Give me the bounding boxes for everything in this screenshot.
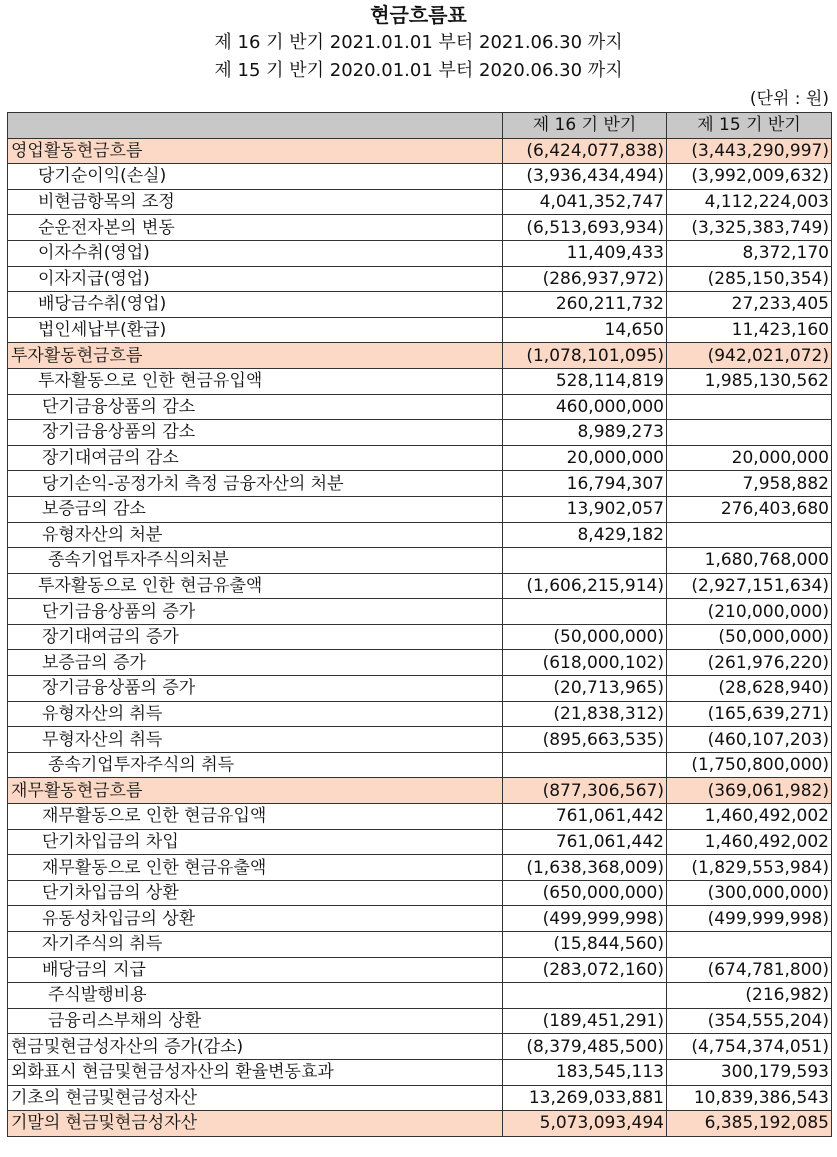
row-label: 주식발행비용 [8, 983, 503, 1009]
table-row [8, 471, 832, 497]
row-current-value: (618,000,102) [503, 650, 667, 676]
row-label: 종속기업투자주식의처분 [8, 548, 503, 574]
table-row [8, 164, 832, 190]
row-prior-value: (1,829,553,984) [667, 855, 832, 881]
row-prior-value: (28,628,940) [667, 676, 832, 702]
row-label: 보증금의 증가 [8, 650, 503, 676]
row-prior-value: 300,179,593 [667, 1059, 832, 1085]
table-row [8, 983, 832, 1009]
cash-flow-table [7, 112, 832, 1137]
row-prior-value: (216,982) [667, 983, 832, 1009]
row-current-value: (283,072,160) [503, 957, 667, 983]
row-label: 장기대여금의 증가 [8, 624, 503, 650]
row-prior-value: 276,403,680 [667, 496, 832, 522]
table-row [8, 240, 832, 266]
row-current-value: 5,073,093,494 [503, 1111, 667, 1137]
row-current-value: (877,306,567) [503, 778, 667, 804]
row-prior-value: 1,985,130,562 [667, 368, 832, 394]
table-row [8, 573, 832, 599]
row-label: 유형자산의 처분 [8, 522, 503, 548]
row-current-value: (6,424,077,838) [503, 138, 667, 164]
table-row [8, 829, 832, 855]
row-current-value: 460,000,000 [503, 394, 667, 420]
row-label: 당기손익-공정가치 측정 금융자산의 처분 [8, 471, 503, 497]
row-prior-value: (3,443,290,997) [667, 138, 832, 164]
row-label: 이자수취(영업) [8, 240, 503, 266]
row-label: 기초의 현금및현금성자산 [8, 1085, 503, 1111]
row-prior-value: (3,325,383,749) [667, 215, 832, 241]
row-prior-value: 7,958,882 [667, 471, 832, 497]
row-current-value: 14,650 [503, 317, 667, 343]
row-current-value [503, 983, 667, 1009]
row-label: 장기금융상품의 증가 [8, 676, 503, 702]
row-label: 외화표시 현금및현금성자산의 환율변동효과 [8, 1059, 503, 1085]
row-current-value: 16,794,307 [503, 471, 667, 497]
table-row [8, 752, 832, 778]
table-row [8, 138, 832, 164]
row-label: 투자활동현금흐름 [8, 343, 503, 369]
row-label: 배당금수취(영업) [8, 292, 503, 318]
row-prior-value: (942,021,072) [667, 343, 832, 369]
row-current-value: (1,638,368,009) [503, 855, 667, 881]
row-prior-value: (674,781,800) [667, 957, 832, 983]
row-prior-value [667, 522, 832, 548]
table-row [8, 932, 832, 958]
header-label-column [8, 113, 503, 139]
statement-title: 현금흐름표 [370, 3, 467, 27]
table-row [8, 1059, 832, 1085]
row-label: 장기금융상품의 감소 [8, 420, 503, 446]
row-label: 단기금융상품의 감소 [8, 394, 503, 420]
row-label: 기말의 현금및현금성자산 [8, 1111, 503, 1137]
row-label: 비현금항목의 조정 [8, 189, 503, 215]
row-label: 법인세납부(환급) [8, 317, 503, 343]
row-current-value: (15,844,560) [503, 932, 667, 958]
table-row [8, 496, 832, 522]
row-current-value [503, 548, 667, 574]
row-label: 이자지급(영업) [8, 266, 503, 292]
row-current-value: (20,713,965) [503, 676, 667, 702]
table-row [8, 522, 832, 548]
row-current-value: 8,989,273 [503, 420, 667, 446]
row-prior-value: 20,000,000 [667, 445, 832, 471]
row-current-value: (1,078,101,095) [503, 343, 667, 369]
header-prior-period: 제 15 기 반기 [667, 113, 832, 139]
row-current-value: (21,838,312) [503, 701, 667, 727]
row-current-value: (50,000,000) [503, 624, 667, 650]
row-label: 배당금의 지급 [8, 957, 503, 983]
table-row [8, 1034, 832, 1060]
row-current-value [503, 752, 667, 778]
row-prior-value: (354,555,204) [667, 1008, 832, 1034]
table-row [8, 599, 832, 625]
table-row [8, 701, 832, 727]
row-current-value: (6,513,693,934) [503, 215, 667, 241]
row-current-value: (189,451,291) [503, 1008, 667, 1034]
row-label: 단기금융상품의 증가 [8, 599, 503, 625]
table-row [8, 804, 832, 830]
table-row [8, 343, 832, 369]
row-current-value: 8,429,182 [503, 522, 667, 548]
row-prior-value: (4,754,374,051) [667, 1034, 832, 1060]
row-label: 단기차입금의 상환 [8, 880, 503, 906]
table-body [8, 138, 832, 1136]
row-current-value [503, 599, 667, 625]
row-current-value: 13,269,033,881 [503, 1085, 667, 1111]
row-prior-value: (369,061,982) [667, 778, 832, 804]
row-label: 무형자산의 취득 [8, 727, 503, 753]
table-row [8, 1085, 832, 1111]
table-row [8, 727, 832, 753]
row-current-value: (895,663,535) [503, 727, 667, 753]
row-prior-value: (1,750,800,000) [667, 752, 832, 778]
row-current-value: 20,000,000 [503, 445, 667, 471]
row-label: 순운전자본의 변동 [8, 215, 503, 241]
row-label: 금융리스부채의 상환 [8, 1008, 503, 1034]
table-row [8, 880, 832, 906]
row-current-value: 761,061,442 [503, 829, 667, 855]
row-current-value: 260,211,732 [503, 292, 667, 318]
row-prior-value: (50,000,000) [667, 624, 832, 650]
row-current-value: (650,000,000) [503, 880, 667, 906]
period-prior: 제 15 기 반기 2020.01.01 부터 2020.06.30 까지 [214, 60, 623, 81]
unit-label: (단위 : 원) [749, 89, 829, 109]
row-current-value: 761,061,442 [503, 804, 667, 830]
row-label: 자기주식의 취득 [8, 932, 503, 958]
row-label: 보증금의 감소 [8, 496, 503, 522]
row-prior-value: (165,639,271) [667, 701, 832, 727]
row-prior-value: 1,680,768,000 [667, 548, 832, 574]
row-label: 현금및현금성자산의 증가(감소) [8, 1034, 503, 1060]
table-row [8, 189, 832, 215]
table-row [8, 1111, 832, 1137]
table-row [8, 855, 832, 881]
row-prior-value: (261,976,220) [667, 650, 832, 676]
row-prior-value: (210,000,000) [667, 599, 832, 625]
row-label: 유동성차입금의 상환 [8, 906, 503, 932]
table-row [8, 317, 832, 343]
row-prior-value: 1,460,492,002 [667, 829, 832, 855]
row-current-value: (8,379,485,500) [503, 1034, 667, 1060]
row-label: 재무활동현금흐름 [8, 778, 503, 804]
row-prior-value: 10,839,386,543 [667, 1085, 832, 1111]
table-row [8, 1008, 832, 1034]
table-row [8, 676, 832, 702]
row-prior-value: 1,460,492,002 [667, 804, 832, 830]
row-prior-value: 8,372,170 [667, 240, 832, 266]
row-current-value: (499,999,998) [503, 906, 667, 932]
row-current-value: (1,606,215,914) [503, 573, 667, 599]
row-label: 재무활동으로 인한 현금유출액 [8, 855, 503, 881]
row-current-value: 13,902,057 [503, 496, 667, 522]
row-label: 단기차입금의 차입 [8, 829, 503, 855]
row-prior-value: 4,112,224,003 [667, 189, 832, 215]
row-current-value: 183,545,113 [503, 1059, 667, 1085]
table-row [8, 292, 832, 318]
row-prior-value: (2,927,151,634) [667, 573, 832, 599]
row-label: 투자활동으로 인한 현금유입액 [8, 368, 503, 394]
row-prior-value: (285,150,354) [667, 266, 832, 292]
table-row [8, 266, 832, 292]
period-current: 제 16 기 반기 2021.01.01 부터 2021.06.30 까지 [214, 32, 623, 53]
row-current-value: 4,041,352,747 [503, 189, 667, 215]
row-current-value: (286,937,972) [503, 266, 667, 292]
row-label: 투자활동으로 인한 현금유출액 [8, 573, 503, 599]
table-row [8, 778, 832, 804]
row-prior-value: (300,000,000) [667, 880, 832, 906]
table-row [8, 394, 832, 420]
table-row [8, 445, 832, 471]
row-prior-value: (3,992,009,632) [667, 164, 832, 190]
table-row [8, 368, 832, 394]
table-row [8, 548, 832, 574]
row-prior-value: (499,999,998) [667, 906, 832, 932]
table-row [8, 624, 832, 650]
row-prior-value: 6,385,192,085 [667, 1111, 832, 1137]
row-label: 장기대여금의 감소 [8, 445, 503, 471]
row-prior-value [667, 420, 832, 446]
row-label: 당기순이익(손실) [8, 164, 503, 190]
row-label: 재무활동으로 인한 현금유입액 [8, 804, 503, 830]
table-header-row [8, 113, 832, 139]
row-label: 종속기업투자주식의 취득 [8, 752, 503, 778]
row-label: 영업활동현금흐름 [8, 138, 503, 164]
row-current-value: 11,409,433 [503, 240, 667, 266]
row-current-value: 528,114,819 [503, 368, 667, 394]
row-label: 유형자산의 취득 [8, 701, 503, 727]
row-prior-value [667, 394, 832, 420]
table-row [8, 420, 832, 446]
table-row [8, 215, 832, 241]
row-current-value: (3,936,434,494) [503, 164, 667, 190]
header-current-period: 제 16 기 반기 [503, 113, 667, 139]
row-prior-value: 27,233,405 [667, 292, 832, 318]
row-prior-value: (460,107,203) [667, 727, 832, 753]
table-row [8, 906, 832, 932]
row-prior-value: 11,423,160 [667, 317, 832, 343]
row-prior-value [667, 932, 832, 958]
table-row [8, 957, 832, 983]
table-row [8, 650, 832, 676]
